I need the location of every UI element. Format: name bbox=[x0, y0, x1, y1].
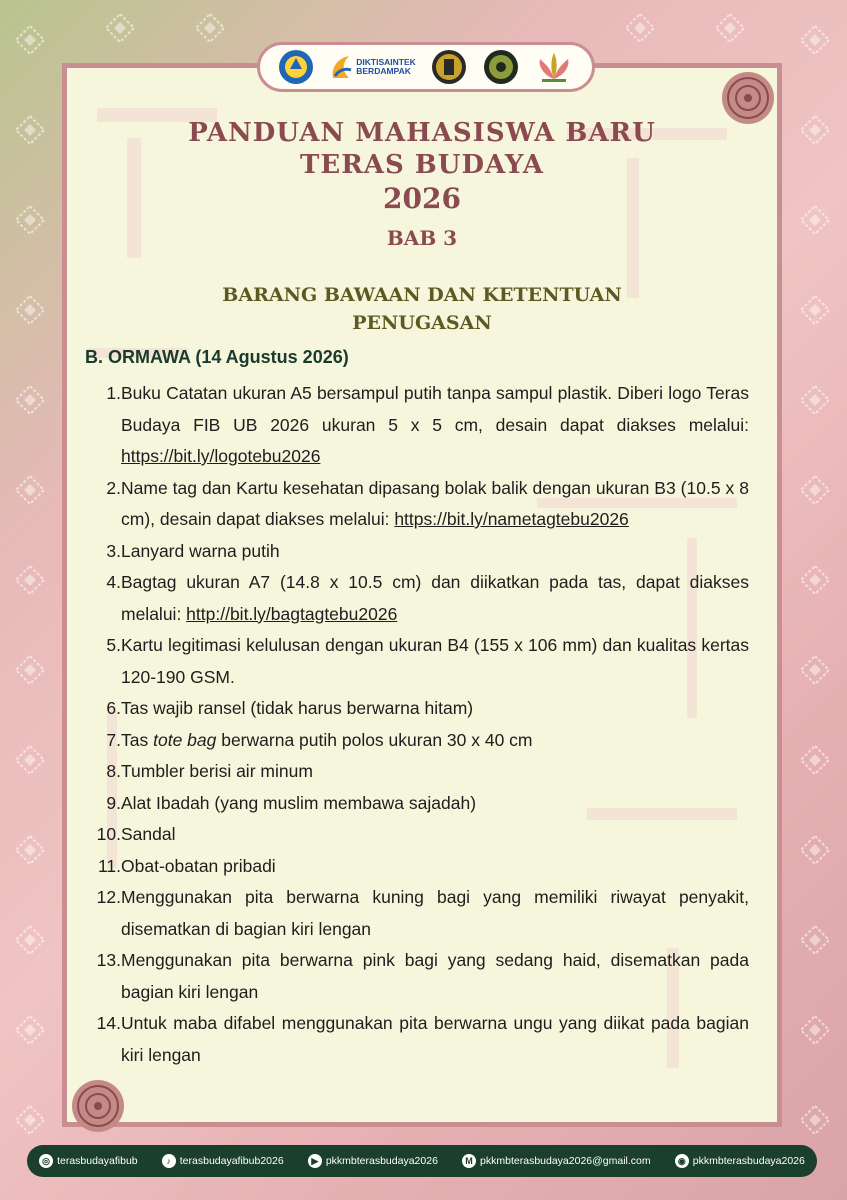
diktisaintek-label: DIKTISAINTEK bbox=[356, 57, 416, 67]
list-item bbox=[89, 725, 749, 757]
nametag-design-link[interactable]: https://bit.ly/nametagtebu2026 bbox=[394, 509, 629, 529]
mail-icon: M bbox=[462, 1154, 476, 1168]
list-item bbox=[89, 1008, 749, 1071]
item-number: 4. bbox=[106, 572, 121, 592]
email-link[interactable]: M pkkmbterasbudaya2026@gmail.com bbox=[462, 1154, 651, 1168]
instagram-link[interactable]: ◎ terasbudayafibub bbox=[39, 1154, 138, 1168]
item-number: 13. bbox=[96, 950, 121, 970]
list-item bbox=[89, 819, 749, 851]
page-title: PANDUAN MAHASISWA BARU bbox=[188, 118, 656, 148]
list-item bbox=[89, 567, 749, 630]
item-number: 10. bbox=[96, 824, 121, 844]
fib-logo bbox=[483, 49, 519, 85]
youtube-icon: ▶ bbox=[308, 1154, 322, 1168]
list-item bbox=[89, 630, 749, 693]
chapter-title: BARANG BAWAAN DAN KETENTUAN bbox=[222, 284, 622, 306]
tiktok-link[interactable]: ♪ terasbudayafibub2026 bbox=[162, 1154, 284, 1168]
line-chat-icon: ◉ bbox=[675, 1154, 689, 1168]
left-border-pattern bbox=[16, 26, 44, 1134]
instagram-icon: ◎ bbox=[39, 1154, 53, 1168]
mandala-ornament-bottom-left bbox=[70, 1078, 126, 1134]
item-text: Tas wajib ransel (tidak harus berwarna hitam) bbox=[121, 698, 474, 718]
list-item bbox=[89, 378, 749, 473]
diktisaintek-logo bbox=[329, 52, 416, 82]
berdampak-label: BERDAMPAK bbox=[356, 66, 411, 76]
list-item bbox=[89, 756, 749, 788]
item-number: 3. bbox=[106, 540, 121, 561]
line-link[interactable]: ◉ pkkmbterasbudaya2026 bbox=[675, 1154, 805, 1168]
item-number: 7. bbox=[106, 729, 121, 750]
item-text: Name tag dan Kartu kesehatan dipasang bolak balik dengan ukuran B3 (10.5 x 8 cm), desain dapat diakses melalui: https://bit.ly/nametagtebu2026 bbox=[121, 477, 749, 529]
item-number: 12. bbox=[96, 887, 121, 907]
chapter-label: BAB 3 bbox=[386, 226, 458, 250]
item-number: 2. bbox=[106, 477, 121, 498]
item-number: 1. bbox=[106, 383, 121, 403]
item-number: 8. bbox=[106, 761, 121, 781]
page-year: 2026 bbox=[383, 182, 461, 215]
section-heading: B. ORMAWA (14 Agustus 2026) bbox=[85, 347, 349, 367]
item-number: 5. bbox=[106, 635, 121, 655]
list-item bbox=[89, 788, 749, 820]
teras-budaya-logo bbox=[534, 49, 574, 85]
logo-design-link[interactable]: https://bit.ly/logotebu2026 bbox=[121, 446, 321, 466]
item-text: Kartu legitimasi kelulusan dengan ukuran B4 (155 x 106 mm) dan kualitas kertas 120-190 GSM. bbox=[121, 635, 749, 687]
list-item bbox=[89, 693, 749, 725]
list-item bbox=[89, 945, 749, 1008]
social-footer bbox=[27, 1145, 817, 1177]
list-item bbox=[89, 473, 749, 536]
list-item bbox=[89, 851, 749, 883]
list-item bbox=[89, 882, 749, 945]
item-list bbox=[89, 378, 749, 1071]
page-title-line2: TERAS BUDAYA bbox=[300, 150, 544, 180]
item-text: Lanyard warna putih bbox=[121, 540, 280, 561]
item-text: Bagtag ukuran A7 (14.8 x 10.5 cm) dan diikatkan pada tas, dapat diakses melalui: http://bit.ly/bagtagtebu2026 bbox=[121, 572, 749, 624]
kemdikbud-logo bbox=[278, 49, 314, 85]
item-text: Alat Ibadah (yang muslim membawa sajadah) bbox=[121, 792, 477, 813]
item-text: Untuk maba difabel menggunakan pita berwarna ungu yang diikat pada bagian kiri lengan bbox=[121, 1013, 749, 1065]
item-text: Menggunakan pita berwarna kuning bagi yang memiliki riwayat penyakit, disematkan di bagian kiri lengan bbox=[121, 887, 749, 939]
item-number: 11. bbox=[97, 855, 121, 876]
list-item bbox=[89, 536, 749, 568]
item-text: Tumbler berisi air minum bbox=[121, 761, 313, 781]
logo-bar bbox=[257, 42, 595, 92]
item-text: Sandal bbox=[121, 824, 176, 844]
youtube-link[interactable]: ▶ pkkmbterasbudaya2026 bbox=[308, 1154, 438, 1168]
item-number: 14. bbox=[96, 1013, 121, 1033]
item-text: Menggunakan pita berwarna pink bagi yang sedang haid, disematkan pada bagian kiri lengan bbox=[121, 950, 749, 1002]
chapter-title-line2: PENUGASAN bbox=[352, 312, 492, 334]
right-border-pattern bbox=[801, 26, 829, 1134]
item-text: Buku Catatan ukuran A5 bersampul putih tanpa sampul plastik. Diberi logo Teras Budaya FIB UB 2026 ukuran 5 x 5 cm, desain dapat diakses melalui: https://bit.ly/logotebu2026 bbox=[121, 383, 749, 466]
ub-logo bbox=[431, 49, 467, 85]
tiktok-icon: ♪ bbox=[162, 1154, 176, 1168]
item-number: 9. bbox=[106, 792, 121, 813]
item-text: Tas tote bag berwarna putih polos ukuran 30 x 40 cm bbox=[121, 729, 533, 750]
item-text: Obat-obatan pribadi bbox=[121, 855, 276, 876]
item-number: 6. bbox=[106, 698, 121, 718]
bagtag-design-link[interactable]: http://bit.ly/bagtagtebu2026 bbox=[186, 603, 398, 624]
top-border-pattern bbox=[106, 14, 744, 42]
